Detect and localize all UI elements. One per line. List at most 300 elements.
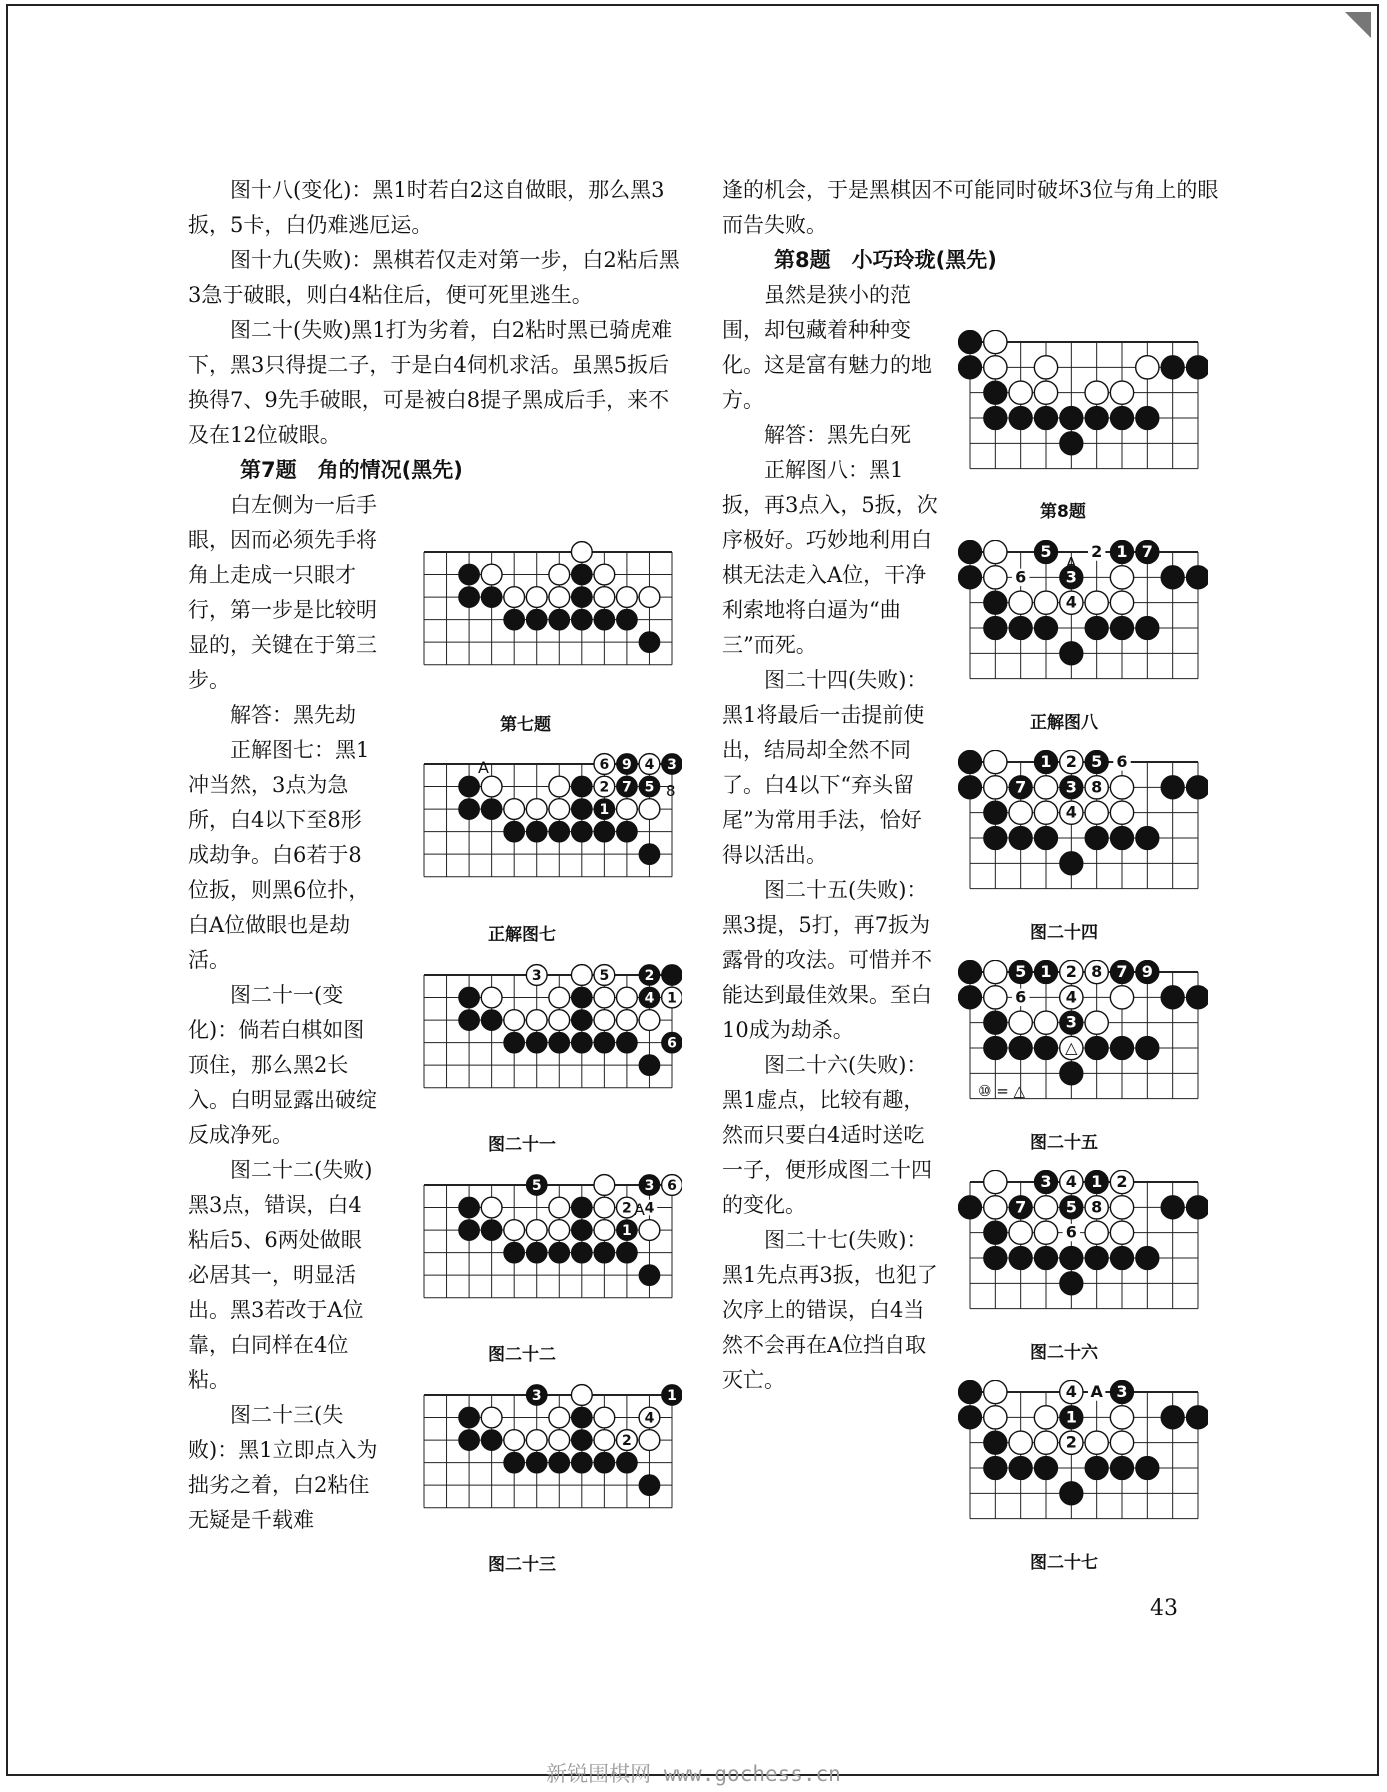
white-stone (481, 1407, 502, 1428)
move-number: A (1090, 1382, 1103, 1401)
move-number: 6 (1116, 752, 1128, 771)
white-stone (571, 1385, 592, 1406)
fig27-text: 图二十七(失败)：黑1先点再3扳，也犯了次序上的错误，白4当然不会再在A位挡自取灭亡。 (722, 1228, 938, 1392)
white-stone (1034, 1406, 1057, 1429)
black-stone (571, 1452, 592, 1473)
white-stone (1110, 1431, 1133, 1454)
caption-fig27: 图二十七 (1030, 1553, 1098, 1573)
black-stone (571, 1407, 592, 1428)
black-stone (1161, 566, 1184, 589)
black-stone (504, 1032, 525, 1053)
black-stone (459, 776, 480, 797)
move-number: 6 (1065, 1222, 1077, 1242)
black-stone (1060, 642, 1083, 665)
move-number: 5 (1065, 1197, 1077, 1217)
black-stone (958, 566, 981, 589)
black-stone (1009, 826, 1032, 849)
white-stone (594, 1197, 615, 1218)
solution8-text: 正解图八：黑1扳，再3点入，5扳，次序极好。巧妙地利用白棋无法走入A位，干净利索地将白逼为“曲三”而死。 (722, 458, 938, 657)
black-stone (1060, 852, 1083, 875)
white-stone (984, 356, 1007, 379)
black-stone (1136, 616, 1159, 639)
board-solution8 (958, 540, 1208, 690)
white-stone (984, 1380, 1007, 1403)
white-stone (639, 799, 660, 820)
black-stone (1110, 826, 1133, 849)
board-fig27 (958, 1380, 1208, 1530)
black-stone (1085, 406, 1108, 429)
black-stone (1034, 1036, 1057, 1059)
white-stone (1034, 356, 1057, 379)
black-stone (984, 616, 1007, 639)
black-stone (1009, 1036, 1032, 1059)
move-number: 1 (1116, 542, 1128, 561)
black-stone (958, 986, 981, 1009)
caption-fig24: 图二十四 (1030, 923, 1098, 943)
board-fig22 (412, 1173, 682, 1333)
black-stone (958, 1406, 981, 1429)
black-stone (459, 587, 480, 608)
black-stone (526, 821, 547, 842)
black-stone (549, 609, 570, 630)
white-stone (594, 564, 615, 585)
white-stone (1034, 1196, 1057, 1219)
white-stone (617, 799, 638, 820)
board-fig21 (412, 963, 682, 1123)
move-number: 3 (531, 968, 542, 984)
white-stone (1085, 801, 1108, 824)
move-number: 7 (622, 779, 632, 796)
black-stone (1060, 1246, 1083, 1269)
white-stone (1110, 801, 1133, 824)
white-stone (549, 1197, 570, 1218)
white-stone (1110, 591, 1133, 614)
black-stone (958, 356, 981, 379)
black-stone (1136, 1456, 1159, 1479)
left-narrow-text (188, 488, 378, 1538)
move-number: 9 (622, 757, 632, 773)
white-stone (984, 986, 1007, 1009)
fig26-text: 图二十六(失败)：黑1虚点，比较有趣，然而只要白4适时送吃一子，便形成图二十四的变化。 (722, 1053, 932, 1217)
black-stone (481, 799, 502, 820)
black-stone (1186, 986, 1208, 1009)
move-number: 2 (599, 779, 610, 796)
black-stone (549, 1242, 570, 1263)
black-stone (1186, 1196, 1208, 1219)
black-stone (571, 776, 592, 797)
black-stone (504, 609, 525, 630)
move-number: 3 (1065, 1012, 1077, 1032)
white-stone (984, 1196, 1007, 1219)
white-stone (1009, 801, 1032, 824)
move-number: 2 (1065, 1432, 1077, 1452)
black-stone (1009, 616, 1032, 639)
white-stone (1009, 1221, 1032, 1244)
white-stone (594, 1220, 615, 1241)
black-stone (617, 1452, 638, 1473)
black-stone (549, 1452, 570, 1473)
move-number: 8 (1091, 962, 1103, 981)
white-stone (504, 1220, 525, 1241)
black-stone (984, 591, 1007, 614)
white-stone (1136, 356, 1159, 379)
white-stone (549, 1430, 570, 1451)
black-stone (1060, 1482, 1083, 1505)
solution7-text: 正解图七：黑1冲当然，3点为急所，白4以下至8形成劫争。白6若于8位扳，则黑6位扑，白A位做眼也是劫活。 (188, 738, 370, 972)
white-stone (594, 1430, 615, 1451)
move-number: 7 (1116, 962, 1128, 981)
white-stone (639, 587, 660, 608)
white-stone (1034, 801, 1057, 824)
white-stone (549, 1407, 570, 1428)
black-stone (504, 1452, 525, 1473)
white-stone (1034, 1221, 1057, 1244)
move-number: 5 (1040, 542, 1052, 561)
board-fig23 (412, 1383, 682, 1543)
black-stone (1161, 776, 1184, 799)
page-corner-fold (1345, 12, 1371, 38)
black-stone (984, 1036, 1007, 1059)
black-stone (1034, 1456, 1057, 1479)
black-stone (984, 406, 1007, 429)
white-stone (1110, 1196, 1133, 1219)
black-stone (571, 1220, 592, 1241)
move-number: 9 (1141, 962, 1153, 981)
move-number: 6 (1015, 987, 1027, 1007)
white-stone (526, 1430, 547, 1451)
white-stone (984, 1406, 1007, 1429)
black-stone (984, 381, 1007, 404)
caption-fig21: 图二十一 (488, 1135, 556, 1155)
black-stone (571, 609, 592, 630)
caption-solution7: 正解图七 (488, 925, 556, 945)
black-stone (594, 1032, 615, 1053)
white-stone (639, 1430, 660, 1451)
black-stone (594, 1452, 615, 1473)
black-stone (639, 1055, 660, 1076)
white-stone (617, 1010, 638, 1031)
continued-text: 逢的机会，于是黑棋因不可能同时破坏3位与角上的眼而告失败。 (722, 178, 1219, 237)
white-stone (1085, 1431, 1108, 1454)
black-stone (1034, 406, 1057, 429)
caption-fig23: 图二十三 (488, 1555, 556, 1575)
move-number: 1 (599, 802, 610, 819)
white-stone (1085, 1011, 1108, 1034)
black-stone (662, 965, 682, 986)
black-stone (1186, 1406, 1208, 1429)
black-stone (984, 1011, 1007, 1034)
black-stone (571, 1010, 592, 1031)
white-stone (1034, 1431, 1057, 1454)
black-stone (571, 1197, 592, 1218)
white-stone (549, 564, 570, 585)
black-stone (639, 844, 660, 865)
black-stone (984, 1246, 1007, 1269)
black-stone (571, 1032, 592, 1053)
move-number: 1 (622, 1223, 632, 1240)
white-stone (984, 330, 1007, 353)
white-stone (639, 1220, 660, 1241)
white-stone (504, 799, 525, 820)
black-stone (639, 1265, 660, 1286)
black-stone (958, 776, 981, 799)
white-stone (549, 987, 570, 1008)
white-stone (617, 587, 638, 608)
white-stone (571, 542, 592, 563)
white-stone (1085, 381, 1108, 404)
black-stone (571, 1242, 592, 1263)
black-stone (1186, 566, 1208, 589)
white-stone (526, 1220, 547, 1241)
white-stone (594, 1175, 615, 1196)
black-stone (1034, 826, 1057, 849)
move-number: 1 (667, 1388, 677, 1404)
black-stone (526, 1032, 547, 1053)
black-stone (1060, 1272, 1083, 1295)
black-stone (504, 821, 525, 842)
move-number: 4 (1065, 592, 1077, 612)
board-fig26 (958, 1170, 1208, 1320)
problem8-heading: 第8题 小巧玲珑(黑先) (774, 248, 997, 272)
black-stone (1110, 1246, 1133, 1269)
black-stone (1060, 1062, 1083, 1085)
move-number: 3 (531, 1388, 542, 1404)
white-stone (617, 987, 638, 1008)
answer8: 解答：黑先白死 (764, 423, 911, 447)
black-stone (459, 799, 480, 820)
white-stone (481, 987, 502, 1008)
white-stone (1009, 1431, 1032, 1454)
black-stone (459, 1430, 480, 1451)
move-number: 3 (1040, 1172, 1052, 1191)
move-number: 4 (644, 1200, 655, 1217)
black-stone (1085, 826, 1108, 849)
move-number: 4 (644, 990, 655, 1007)
move-number: 1 (1040, 962, 1052, 981)
fig24-text: 图二十四(失败)：黑1将最后一击提前使出，结局却全然不同了。白4以下“弃头留尾”为常用手法，恰好得以活出。 (722, 668, 928, 867)
fig25-note: ⑩ = △ (978, 1082, 1026, 1100)
move-number: 3 (1065, 567, 1077, 587)
black-stone (571, 821, 592, 842)
move-number: 4 (1065, 1382, 1077, 1401)
black-stone (481, 1010, 502, 1031)
move-number: 4 (1065, 1172, 1077, 1191)
white-stone (1009, 381, 1032, 404)
white-stone (1085, 591, 1108, 614)
black-stone (958, 960, 981, 983)
move-number: 1 (1065, 1407, 1077, 1427)
black-stone (958, 1380, 981, 1403)
caption-fig22: 图二十二 (488, 1345, 556, 1365)
black-stone (459, 1010, 480, 1031)
black-stone (571, 987, 592, 1008)
problem7-heading: 第7题 角的情况(黑先) (240, 458, 463, 482)
black-stone (459, 1407, 480, 1428)
black-stone (459, 1197, 480, 1218)
move-number: 4 (1065, 987, 1077, 1007)
move-number: 5 (1091, 752, 1103, 771)
caption-solution8: 正解图八 (1030, 713, 1098, 733)
black-stone (1110, 1456, 1133, 1479)
white-stone (481, 1197, 502, 1218)
black-stone (1136, 1246, 1159, 1269)
move-number: 6 (667, 1178, 677, 1194)
black-stone (984, 1431, 1007, 1454)
black-stone (459, 987, 480, 1008)
white-stone (549, 587, 570, 608)
move-number: 3 (644, 1178, 655, 1194)
move-number: 5 (531, 1178, 542, 1194)
black-stone (958, 1196, 981, 1219)
black-stone (1085, 1036, 1108, 1059)
fig25-text: 图二十五(失败)：黑3提，5打，再7扳为露骨的攻法。可惜并不能达到最佳效果。至白10成为劫杀。 (722, 878, 932, 1042)
black-stone (1060, 432, 1083, 455)
move-number: 2 (622, 1433, 632, 1450)
black-stone (1009, 1246, 1032, 1269)
white-stone (526, 799, 547, 820)
black-stone (1136, 406, 1159, 429)
page-number: 43 (1150, 1596, 1178, 1621)
white-stone (594, 1010, 615, 1031)
move-number: 3 (1116, 1382, 1128, 1401)
move-number: 1 (1040, 752, 1052, 771)
black-stone (958, 750, 981, 773)
white-stone (549, 1010, 570, 1031)
move-number: 2 (1065, 962, 1077, 981)
black-stone (571, 1430, 592, 1451)
move-number: 2 (644, 968, 655, 984)
white-stone (594, 1407, 615, 1428)
white-stone (1110, 986, 1133, 1009)
answer7: 解答：黑先劫 (230, 703, 356, 727)
move-number: 4 (644, 757, 655, 773)
black-stone (549, 1032, 570, 1053)
white-stone (549, 1220, 570, 1241)
caption-fig26: 图二十六 (1030, 1343, 1098, 1363)
move-number: 7 (1141, 542, 1153, 561)
white-stone (1110, 1221, 1133, 1244)
black-stone (459, 1220, 480, 1241)
black-stone (1009, 406, 1032, 429)
black-stone (617, 1242, 638, 1263)
black-stone (526, 1452, 547, 1473)
black-stone (1085, 1456, 1108, 1479)
move-number: 7 (1015, 1197, 1027, 1217)
watermark: 新锐围棋网 www.gochess.cn (546, 1762, 841, 1786)
black-stone (617, 609, 638, 630)
white-stone (571, 965, 592, 986)
move-number: 7 (1015, 777, 1027, 797)
black-stone (549, 821, 570, 842)
white-stone (984, 960, 1007, 983)
white-stone (549, 776, 570, 797)
black-stone (459, 564, 480, 585)
black-stone (504, 1242, 525, 1263)
white-stone (549, 799, 570, 820)
move-number: 1 (1091, 1172, 1103, 1191)
board-problem7 (412, 540, 682, 700)
move-number: 5 (599, 968, 610, 984)
white-stone (984, 750, 1007, 773)
board-solution7 (412, 752, 682, 912)
paragraph-fig19: 图十九(失败)：黑棋若仅走对第一步，白2粘后黑3急于破眼，则白4粘住后，便可死里逃生。 (188, 248, 680, 307)
black-stone (571, 587, 592, 608)
white-stone (1009, 1011, 1032, 1034)
black-stone (984, 1456, 1007, 1479)
move-number: 1 (667, 990, 677, 1007)
black-stone (984, 826, 1007, 849)
black-stone (1110, 406, 1133, 429)
black-stone (1136, 826, 1159, 849)
white-stone (526, 1010, 547, 1031)
black-stone (1186, 356, 1208, 379)
move-number: 6 (599, 757, 610, 773)
black-stone (481, 1220, 502, 1241)
move-number: 4 (1065, 802, 1077, 822)
black-stone (594, 609, 615, 630)
white-stone (481, 776, 502, 797)
black-stone (1161, 1196, 1184, 1219)
caption-problem8: 第8题 (1040, 502, 1086, 522)
black-stone (526, 1242, 547, 1263)
black-stone (958, 540, 981, 563)
problem8-text: 虽然是狭小的范围，却包藏着种种变化。这是富有魅力的地方。 (722, 283, 932, 412)
white-stone (639, 1010, 660, 1031)
paragraph-fig20: 图二十(失败)黑1打为劣着，白2粘时黑已骑虎难下，黑3只得提二子，于是白4伺机求活。虽黑5扳后换得7、9先手破眼，可是被白8提子黑成后手，来不及在12位破眼。 (188, 318, 673, 447)
board-problem8 (958, 330, 1208, 480)
move-number: 5 (644, 779, 655, 796)
move-number: 3 (1065, 777, 1077, 797)
white-stone (526, 587, 547, 608)
move-number: 2 (622, 1200, 632, 1217)
white-stone (1110, 381, 1133, 404)
black-stone (1161, 986, 1184, 1009)
black-stone (617, 821, 638, 842)
black-stone (481, 587, 502, 608)
white-stone (1034, 591, 1057, 614)
move-number: 6 (667, 1035, 677, 1052)
black-stone (571, 564, 592, 585)
white-stone (1110, 566, 1133, 589)
white-stone (984, 566, 1007, 589)
move-number: 2 (1065, 752, 1077, 771)
white-stone (1085, 1221, 1108, 1244)
black-stone (594, 1242, 615, 1263)
black-stone (1161, 1406, 1184, 1429)
black-stone (617, 1032, 638, 1053)
black-stone (1161, 356, 1184, 379)
black-stone (571, 799, 592, 820)
white-stone (1034, 1011, 1057, 1034)
fig22-text: 图二十二(失败)黑3点，错误，白4粘后5、6两处做眼必居其一，明显活出。黑3若改于A位靠，白同样在4位粘。 (188, 1158, 373, 1392)
fig7-label-8: 8 (666, 782, 676, 800)
move-number: 6 (1015, 567, 1027, 587)
white-stone (1034, 381, 1057, 404)
fig22-letter-a: A (634, 1200, 645, 1219)
problem7-text: 白左侧为一后手眼，因而必须先手将角上走成一只眼才行，第一步是比较明显的，关键在于第三步。 (188, 493, 377, 692)
white-stone (504, 587, 525, 608)
black-stone (1034, 616, 1057, 639)
white-stone (1034, 776, 1057, 799)
white-stone (504, 1010, 525, 1031)
black-stone (526, 609, 547, 630)
black-stone (958, 330, 981, 353)
move-number: 3 (667, 757, 677, 773)
white-stone (1009, 591, 1032, 614)
black-stone (1009, 1456, 1032, 1479)
black-stone (639, 1475, 660, 1496)
board-fig24 (958, 750, 1208, 900)
